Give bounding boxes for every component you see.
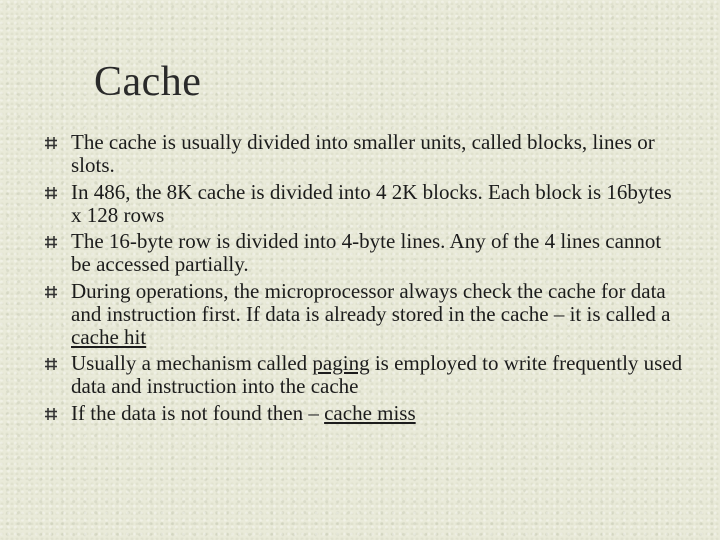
bullet-item-1 [44, 131, 684, 177]
cache-miss-term: cache miss [324, 400, 416, 425]
bullet-text: Usually a mechanism called [71, 351, 313, 375]
bullet-item-4 [44, 280, 684, 349]
paging-term: paging [312, 351, 370, 375]
hash-bullet-icon [44, 235, 58, 249]
hash-bullet-icon [44, 285, 58, 299]
cache-hit-term: cache hit [71, 324, 147, 349]
bullet-text: is employed to write frequently used data and instruction into the cache [71, 351, 683, 398]
hash-bullet-icon [44, 136, 58, 150]
hash-bullet-icon [44, 407, 58, 421]
hash-bullet-icon [44, 186, 58, 200]
slide-title: Cache [94, 59, 202, 105]
bullet-item-5 [44, 352, 684, 398]
bullet-item-3 [44, 230, 684, 276]
bullet-item-6 [44, 402, 684, 425]
bullet-text: The 16-byte row is divided into 4-byte lines. Any of the 4 lines cannot be accessed partially. [71, 229, 662, 276]
bullet-item-2 [44, 181, 684, 227]
bullet-text: In 486, the 8K cache is divided into 4 2K blocks. Each block is 16bytes x 128 rows [71, 179, 672, 227]
bullet-text: If the data is not found then – [71, 400, 325, 425]
hash-bullet-icon [44, 357, 58, 371]
bullet-list [44, 131, 684, 428]
bullet-text: The cache is usually divided into smaller units, called blocks, lines or slots. [71, 130, 655, 177]
bullet-text: During operations, the microprocessor always check the cache for data and instruction first. If data is already stored in the cache – it is called a [71, 278, 671, 326]
